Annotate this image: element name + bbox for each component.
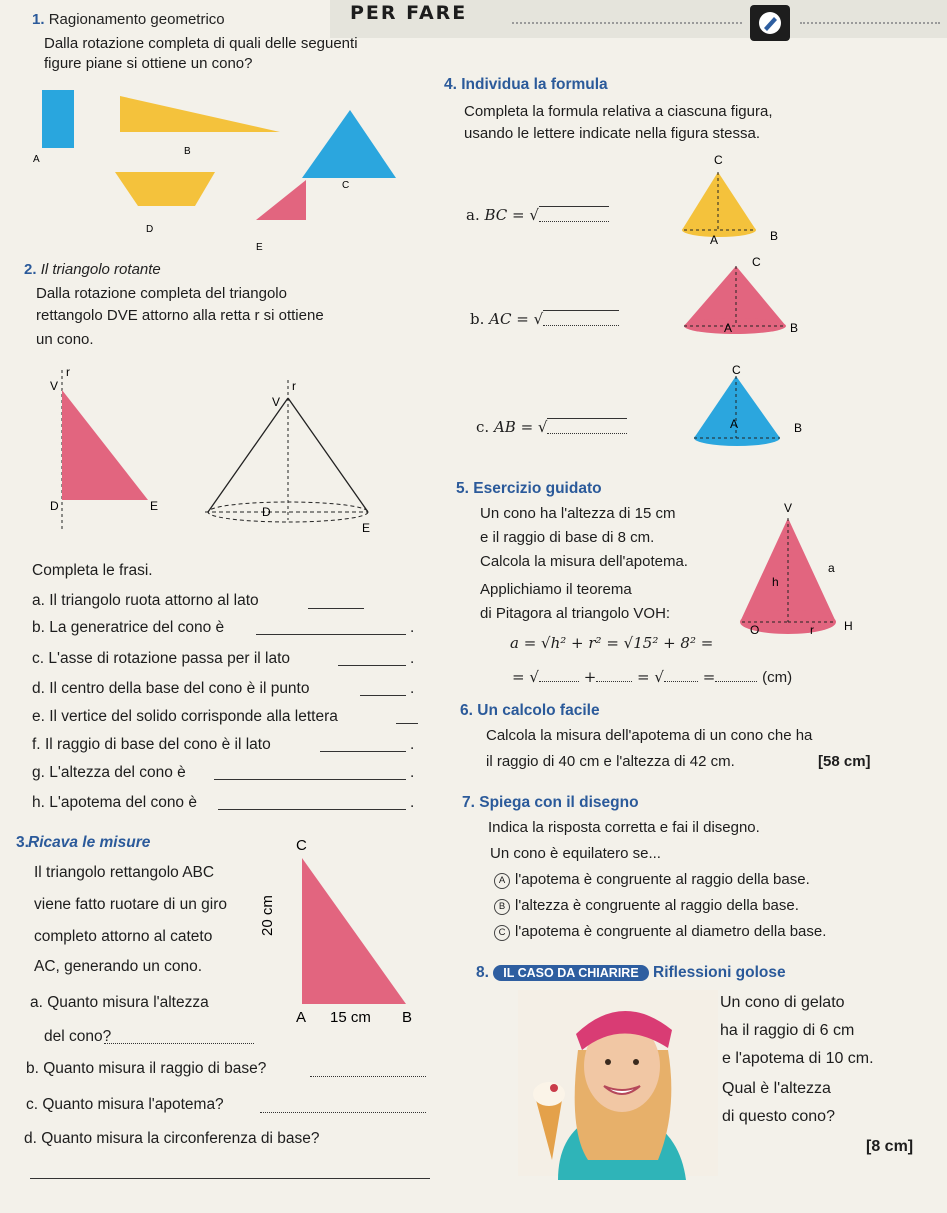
ex3-qc: c. Quanto misura l'apotema? <box>26 1096 224 1113</box>
ex3-number: 3. <box>16 834 29 851</box>
svg-text:V: V <box>784 501 793 515</box>
ex4-item-a: a. BC = √ <box>466 206 609 224</box>
ex2-answer-d[interactable] <box>360 695 406 696</box>
ex7-text-1: Indica la risposta corretta e fai il disegno. <box>488 819 760 836</box>
triangle-dve <box>62 390 148 500</box>
ex3-answer-c[interactable] <box>260 1112 426 1113</box>
ex2-answer-a[interactable] <box>308 608 364 609</box>
svg-text:C: C <box>752 255 761 269</box>
svg-text:E: E <box>362 521 371 535</box>
ex2-dot-d: . <box>410 680 415 697</box>
ex6-title: Un calcolo facile <box>477 702 600 719</box>
ex1-number: 1. <box>32 11 45 28</box>
shape-e-triangle <box>256 180 306 220</box>
svg-text:A: A <box>730 417 739 431</box>
ex8-line-3: e l'apotema di 10 cm. <box>722 1050 874 1067</box>
ex6-text-1: Calcola la misura dell'apotema di un cono che ha <box>486 727 813 744</box>
label-e: E <box>256 242 263 253</box>
svg-text:E: E <box>150 499 159 513</box>
ex2-answer-e[interactable] <box>396 723 418 724</box>
svg-text:r: r <box>810 623 814 637</box>
ex2-answer-h[interactable] <box>218 809 406 810</box>
ex3-text-3: completo attorno al cateto <box>34 928 213 945</box>
label-side-ac: 20 cm <box>259 895 276 936</box>
ex2-dot-b: . <box>410 619 415 636</box>
ex5-blank-1[interactable] <box>539 681 579 682</box>
ex2-text-3: un cono. <box>36 331 94 348</box>
ex2-answer-c[interactable] <box>338 665 406 666</box>
ex6-answer: [58 cm] <box>818 753 871 770</box>
header-dotted-line-right <box>800 22 940 24</box>
ex4-item-c: c. AB = √ <box>476 418 627 436</box>
ex2-item-b: b. La generatrice del cono è <box>32 619 225 636</box>
ex4-item-b: b. AC = √ <box>470 310 619 328</box>
ex3-text-2: viene fatto ruotare di un giro <box>34 896 228 913</box>
svg-text:A: A <box>724 321 733 335</box>
ex2-item-a: a. Il triangolo ruota attorno al lato <box>32 592 259 609</box>
svg-text:V: V <box>50 379 59 393</box>
ex7-number: 7. <box>462 794 475 811</box>
ex2-dot-h: . <box>410 794 415 811</box>
ex8-badge: IL CASO DA CHIARIRE <box>493 965 648 981</box>
svg-text:h: h <box>772 575 779 589</box>
header-title: PER FARE <box>350 2 468 24</box>
ex6-number: 6. <box>460 702 473 719</box>
ex3-answer-a[interactable] <box>104 1043 254 1044</box>
svg-text:D: D <box>262 505 271 519</box>
ex7-heading <box>462 794 639 812</box>
ex2-item-f: f. Il raggio di base del cono è il lato <box>32 736 271 753</box>
ex2-prompt: Completa le frasi. <box>32 562 153 579</box>
ex4-number: 4. <box>444 76 457 93</box>
svg-text:O: O <box>750 623 760 637</box>
ex3-qd: d. Quanto misura la circonferenza di base? <box>24 1130 320 1147</box>
svg-text:r: r <box>66 365 70 379</box>
ex5-blank-2[interactable] <box>596 681 632 682</box>
header-dotted-line <box>512 22 742 24</box>
label-c: C <box>342 180 350 191</box>
ex2-dot-c: . <box>410 650 415 667</box>
label-side-ab: 15 cm <box>330 1009 371 1026</box>
ex7-title: Spiega con il disegno <box>479 794 639 811</box>
ex2-item-e: e. Il vertice del solido corrisponde alla lettera <box>32 708 338 725</box>
ex7-text-2: Un cono è equilatero se... <box>490 845 661 862</box>
ex1-text-1: Dalla rotazione completa di quali delle seguenti <box>44 35 358 52</box>
ex2-number: 2. <box>24 261 37 278</box>
svg-text:B: B <box>402 1009 413 1026</box>
ex3-answer-d[interactable] <box>30 1178 430 1179</box>
ex4-heading <box>444 76 608 94</box>
ex3-answer-b[interactable] <box>310 1076 426 1077</box>
svg-text:a: a <box>828 561 835 575</box>
ex3-figure <box>259 836 430 1032</box>
ex4-figures <box>680 148 810 468</box>
ex4-text-1: Completa la formula relativa a ciascuna figura, <box>464 103 773 120</box>
ex3-title: Ricava le misure <box>28 834 151 851</box>
ex2-title: Il triangolo rotante <box>40 261 161 278</box>
ex4-answer-a[interactable] <box>539 206 609 222</box>
svg-text:r: r <box>292 379 296 393</box>
svg-text:A: A <box>710 233 719 247</box>
option-c-circle[interactable]: C <box>494 925 510 941</box>
ex5-figure <box>740 500 870 650</box>
ex8-line-5: di questo cono? <box>722 1108 835 1125</box>
option-b-circle[interactable]: B <box>494 899 510 915</box>
ex2-figures <box>40 360 380 540</box>
svg-text:A: A <box>296 1009 307 1026</box>
ex2-answer-f[interactable] <box>320 751 406 752</box>
ex5-line-4: Applichiamo il teorema <box>480 581 632 598</box>
svg-text:C: C <box>732 363 741 377</box>
ex6-text-2: il raggio di 40 cm e l'altezza di 42 cm. <box>486 753 735 770</box>
ex4-title: Individua la formula <box>461 76 608 93</box>
svg-text:C: C <box>296 837 307 854</box>
label-b: B <box>184 146 191 157</box>
ex5-formula-2: = √ + = √ = (cm) <box>512 668 793 686</box>
ex6-heading <box>460 702 600 720</box>
ex5-blank-4[interactable] <box>715 681 757 682</box>
ex5-formula: a = √h² + r² = √15² + 8² = <box>510 634 714 652</box>
ex1-title: Ragionamento geometrico <box>48 11 225 28</box>
ex3-heading <box>16 834 151 852</box>
ex4-answer-b[interactable] <box>543 310 619 326</box>
ex1-heading <box>32 10 225 30</box>
ex5-title: Esercizio guidato <box>473 480 602 497</box>
ex2-text-2: rettangolo DVE attorno alla retta r si ottiene <box>36 307 324 324</box>
ex8-line-2: ha il raggio di 6 cm <box>720 1022 855 1039</box>
ex2-answer-g[interactable] <box>214 779 406 780</box>
shape-a-rectangle <box>42 90 74 148</box>
ex7-option-a[interactable]: A l'apotema è congruente al raggio della base. <box>494 870 810 890</box>
ex8-answer: [8 cm] <box>866 1138 914 1155</box>
ex1-text-2: figure piane si ottiene un cono? <box>44 55 253 72</box>
svg-text:C: C <box>714 153 723 167</box>
ex3-text-4: AC, generando un cono. <box>34 958 203 975</box>
ex7-option-b[interactable]: B l'altezza è congruente al raggio della base. <box>494 896 799 916</box>
ex1-figures <box>20 80 400 260</box>
label-a: A <box>33 154 40 165</box>
svg-text:B: B <box>770 229 779 243</box>
ex8-line-4: Qual è l'altezza <box>722 1080 831 1097</box>
svg-text:B: B <box>794 421 803 435</box>
svg-text:B: B <box>790 321 799 335</box>
triangle-abc <box>302 858 406 1004</box>
ex2-dot-f: . <box>410 736 415 753</box>
ex7-option-c[interactable]: C l'apotema è congruente al diametro della base. <box>494 922 826 942</box>
ex5-blank-3[interactable] <box>664 681 698 682</box>
ex4-answer-c[interactable] <box>547 418 627 434</box>
shape-b-triangle <box>120 96 280 132</box>
ex2-dot-g: . <box>410 764 415 781</box>
ex8-number: 8. <box>476 964 489 981</box>
ex3-qb: b. Quanto misura il raggio di base? <box>26 1060 267 1077</box>
ex2-item-h: h. L'apotema del cono è <box>32 794 197 811</box>
ex5-heading <box>456 480 602 498</box>
ex5-number: 5. <box>456 480 469 497</box>
ex5-line-5: di Pitagora al triangolo VOH: <box>480 605 671 622</box>
shape-c-triangle <box>302 110 396 178</box>
ex5-line-2: e il raggio di base di 8 cm. <box>480 529 655 546</box>
ex8-heading <box>476 964 786 982</box>
ex3-text-1: Il triangolo rettangolo ABC <box>34 864 215 881</box>
ex2-heading <box>24 260 161 280</box>
ex8-title: Riflessioni golose <box>653 964 786 981</box>
svg-text:H: H <box>844 619 853 633</box>
svg-text:V: V <box>272 395 281 409</box>
ex4-text-2: usando le lettere indicate nella figura stessa. <box>464 125 761 142</box>
ex3-qa: a. Quanto misura l'altezza <box>30 994 209 1011</box>
ex2-item-g: g. L'altezza del cono è <box>32 764 186 781</box>
ex8-line-1: Un cono di gelato <box>720 994 845 1011</box>
ex5-line-1: Un cono ha l'altezza di 15 cm <box>480 505 676 522</box>
ex8-photo-girl-with-ice-cream <box>518 990 718 1176</box>
ex2-item-d: d. Il centro della base del cono è il punto <box>32 680 310 697</box>
ex2-item-c: c. L'asse di rotazione passa per il lato <box>32 650 291 667</box>
ex2-answer-b[interactable] <box>256 634 406 635</box>
option-a-circle[interactable]: A <box>494 873 510 889</box>
ex2-text-1: Dalla rotazione completa del triangolo <box>36 285 287 302</box>
label-d: D <box>146 224 154 235</box>
ex3-qa-2: del cono? <box>44 1028 112 1045</box>
pencil-icon <box>750 5 790 41</box>
svg-text:D: D <box>50 499 59 513</box>
shape-d-trapezoid <box>115 172 215 206</box>
ex5-line-3: Calcola la misura dell'apotema. <box>480 553 688 570</box>
